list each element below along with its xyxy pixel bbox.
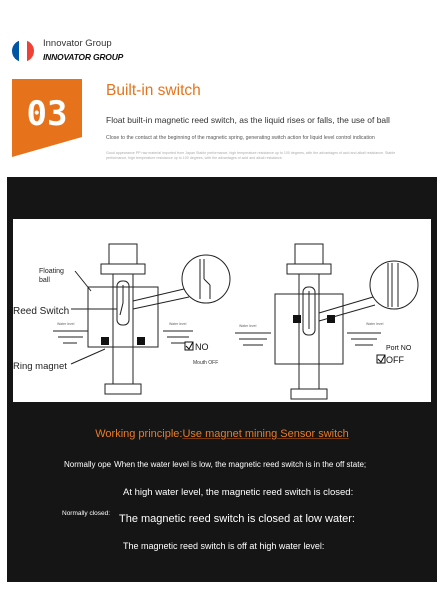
right-top-nut: [287, 264, 331, 274]
left-state-label: NO: [195, 342, 209, 352]
water-level-label-4: Water level: [366, 322, 384, 326]
flag-stripe-red: [27, 40, 34, 62]
brand-name-caps: INNOVATOR GROUP: [43, 52, 124, 62]
badge-number: 03: [26, 94, 68, 134]
left-top-cap: [109, 244, 137, 264]
water-level-label-2: Water level: [169, 322, 187, 326]
right-zoom-bubble: [370, 261, 418, 309]
label-ring-magnet: Ring magnet: [13, 361, 67, 372]
right-bottom-nut: [291, 389, 327, 399]
right-magnet-b: [327, 315, 335, 323]
reed-switch-diagram: [13, 219, 431, 402]
fine-print: Good appearance PP raw material imported from Japan Stable performance, high temperature resistance up to 100 degrees, with the advantages of acid and alkali resistance. Stable performance, high temperature resistance up to 100 degrees, with the advantages of acid and alkali resistance.: [106, 151, 396, 160]
flag-stripe-white: [19, 40, 26, 62]
flag-stripe-blue: [12, 40, 19, 62]
low-water-open-text: When the water level is low, the magnetic reed switch is in the off state;: [114, 460, 367, 469]
right-magnet-a: [293, 315, 301, 323]
water-level-label-1: Water level: [57, 322, 75, 326]
water-level-label-3: Water level: [239, 324, 257, 328]
principle-text: Use magnet mining Sensor switch: [182, 428, 349, 440]
working-principle: [0, 428, 444, 440]
diagram-drawing: [13, 219, 431, 402]
right-top-cap: [295, 244, 323, 264]
working-line-low-water-closed: The magnetic reed switch is closed at low water:: [119, 513, 355, 525]
right-check-mark-icon: [378, 355, 385, 362]
working-line-high-water-closed: At high water level, the magnetic reed switch is closed:: [123, 487, 354, 498]
left-magnet-a: [101, 337, 109, 345]
right-state-label: OFF: [386, 355, 404, 365]
brand-name: Innovator Group: [43, 38, 112, 49]
left-top-nut: [101, 264, 145, 274]
working-line-high-water-off: The magnetic reed switch is off at high water level:: [123, 541, 325, 551]
section-lead: Float built-in magnetic reed switch, as the liquid rises or falls, the use of ball: [106, 115, 390, 125]
section-number-badge: [12, 79, 82, 157]
left-zoom-bubble: [182, 255, 230, 303]
label-reed-switch: Reed Switch: [13, 306, 70, 317]
principle-label: Working principle:: [95, 428, 183, 440]
label-floating-ball: Floating ball: [39, 268, 64, 284]
working-line-low-water: [64, 460, 366, 469]
left-check-mark-icon: [186, 342, 193, 349]
left-magnet-b: [137, 337, 145, 345]
section-subtext: Close to the contact at the beginning of the magnetic spring, generating switch action for liquid level control indication: [106, 135, 375, 141]
france-flag-icon: [12, 40, 34, 62]
normally-open-prefix: Normally ope: [64, 460, 112, 469]
normally-closed-label: Normally closed:: [62, 510, 111, 517]
left-bottom-nut: [105, 384, 141, 394]
section-title: Built-in switch: [106, 82, 201, 99]
right-state-top-label: Port NO: [386, 345, 412, 352]
left-state-caption: Mouth OFF: [193, 360, 219, 366]
